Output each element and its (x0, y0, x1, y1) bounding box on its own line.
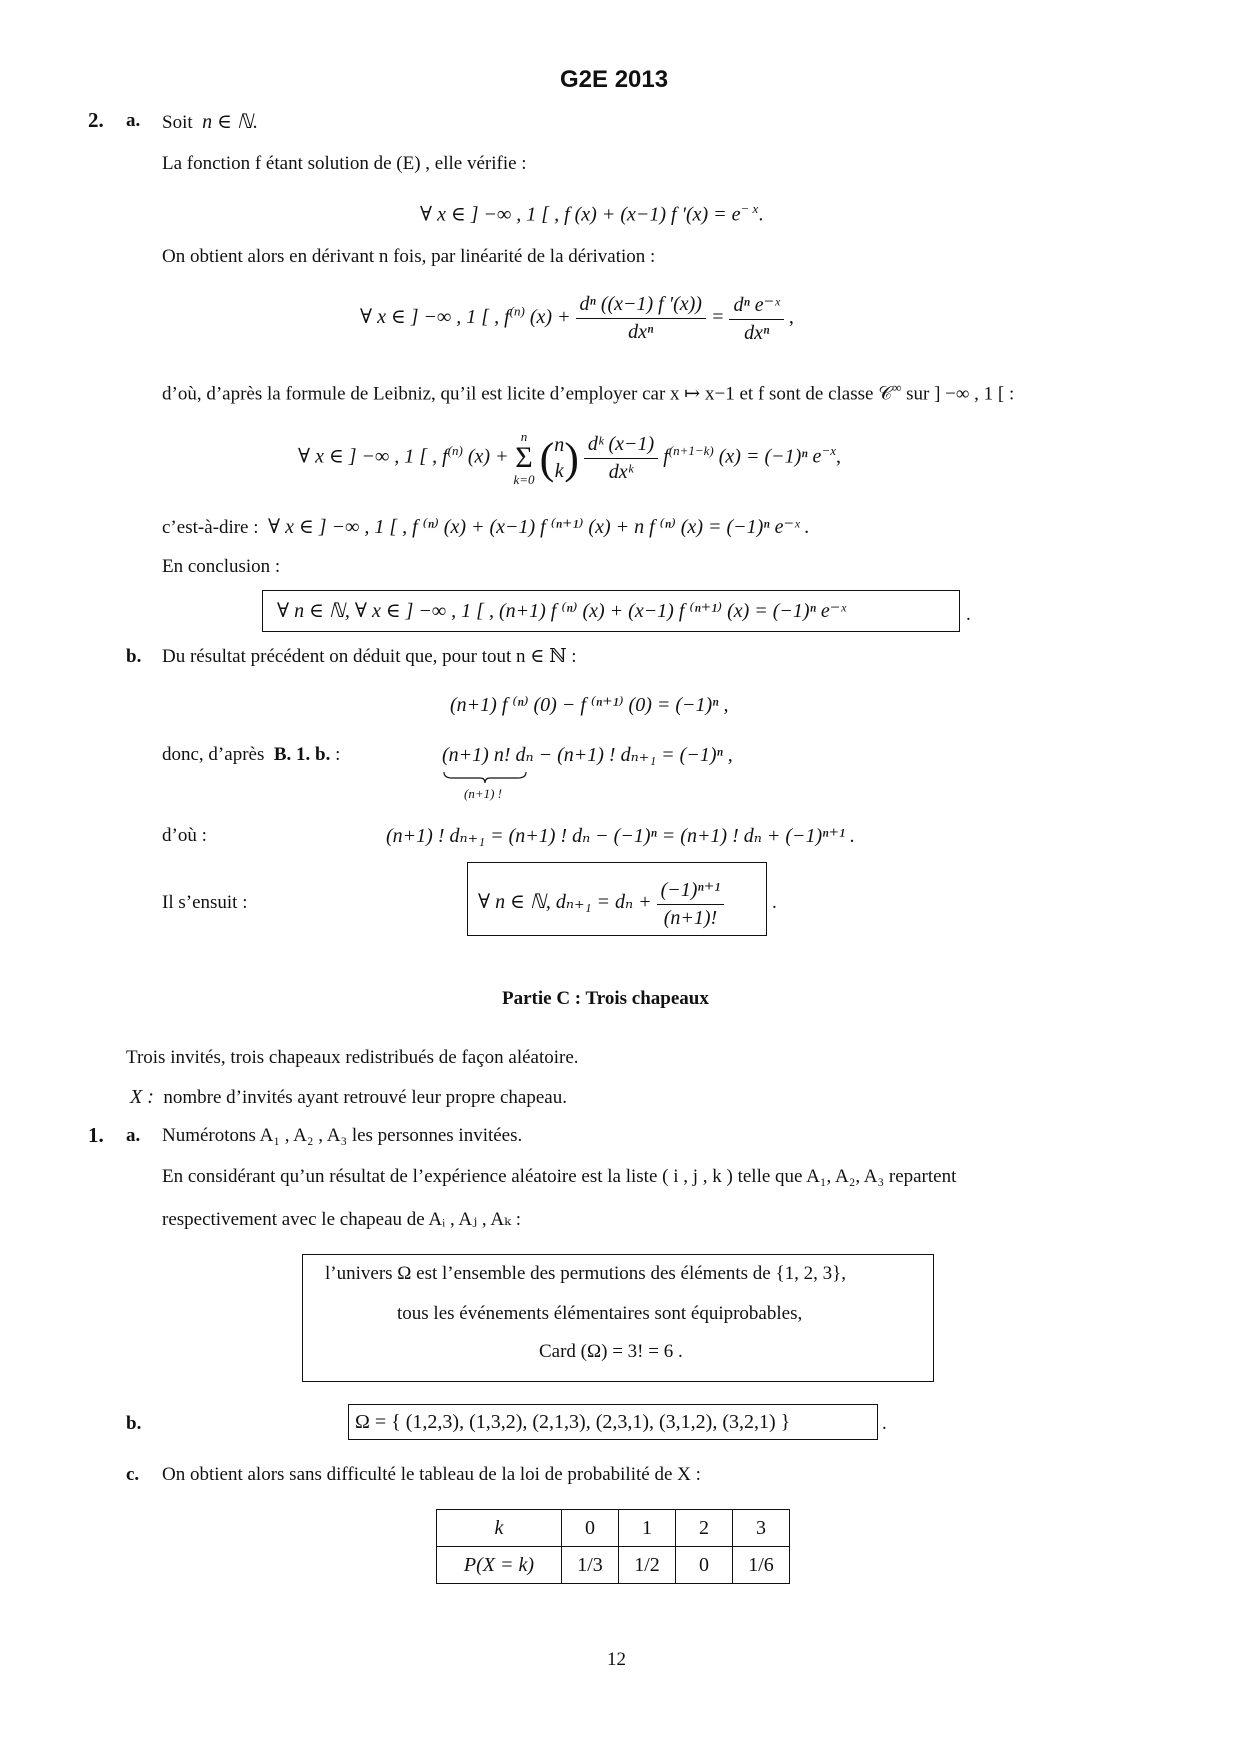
question-number: 2. (88, 108, 104, 132)
page-title: G2E 2013 (560, 66, 669, 93)
question-number: 1. (88, 1123, 104, 1147)
boxed-result: ∀ n ∈ ℕ, dₙ₊₁ = dₙ + $\frac{\text{(−1)ⁿ⁺¹}}{(n+1)!}$ (467, 862, 767, 936)
text-soit: Soit n ∈ ℕ. (162, 111, 258, 133)
sub-label-b: b. (126, 646, 142, 667)
text-line: Trois invités, trois chapeaux redistribués de façon aléatoire. (126, 1047, 579, 1068)
text-line: Numérotons A₁ , A₂ , A₃ les personnes invitées. (162, 1125, 523, 1146)
equation: (n+1) n! (n+1) ! dₙ − (n+1) ! dₙ₊₁ = (−1)ⁿ , (442, 744, 733, 801)
equation: (n+1) ! dₙ₊₁ = (n+1) ! dₙ − (−1)ⁿ = (n+1) ! dₙ + (−1)ⁿ⁺¹ . (386, 825, 856, 847)
text-line: En conclusion : (162, 556, 281, 577)
table-row: P(X = k) 1/3 1/2 0 1/6 (437, 1547, 790, 1584)
text-line: On obtient alors en dérivant n fois, par linéarité de la dérivation : (162, 246, 656, 267)
sub-label-b: b. (126, 1413, 142, 1434)
equation: ∀ x ∈ ] −∞ , 1 [ , $f^{(n)}$ (x) + $\frac{\text{dⁿ ((x−1) f ′(x))}}{\text{dxⁿ}}$ = $\frac{\text{dⁿ e⁻ˣ}}{\text{dxⁿ}}$ , (360, 293, 794, 344)
equation: ∀ x ∈ ] −∞ , 1 [ , $f^{(n)}$ (x) + n Σ k=0 ( n k ) $\frac{\text{dᵏ (x−1)}}{\text{dxᵏ}}$ $f^{(n+1-k)}$ (x) = (−1)ⁿ $e^{-x}$, (298, 429, 841, 487)
probability-table (436, 1509, 790, 1584)
text-line: donc, d’après B. 1. b. : (162, 744, 341, 765)
sub-label-c: c. (126, 1464, 140, 1485)
sub-label-a: a. (126, 1125, 141, 1146)
text-line: On obtient alors sans difficulté le tableau de la loi de probabilité de X : (162, 1464, 701, 1485)
text-line: d’où, d’après la formule de Leibniz, qu’il est licite d’employer car x ↦ x−1 et f sont de classe 𝒞∞ sur ] −∞ , 1 [ : (162, 380, 1015, 405)
sub-label-a: a. (126, 110, 141, 131)
equation: ∀ x ∈ ] −∞ , 1 [ , f (x) + (x−1) f $'(x) = e^{- x}$. (420, 201, 764, 226)
text-line: X : nombre d’invités ayant retrouvé leur propre chapeau. (130, 1086, 567, 1108)
document-page: G2E 2013 2. a. Soit n ∈ ℕ. La fonction f étant solution de (E) , elle vérifie : ∀ x ∈ ] −∞ , 1 [ , f (x) + (x−1) f $'(x) = e^{- x}$. On obtient alors en dérivant n fois, par linéarité de la dérivation : ∀ x ∈ ] −∞ , 1 [ , $f^{(n)}$ (x) + $\frac{\text{dⁿ ((x−1) f ′(x))}}{\text{dxⁿ}}$ = $\frac{\text{dⁿ e⁻ˣ}}{\text{dxⁿ}}$ , d’où, d’après la formule de Leibniz, qu’il est licite d’employer car x ↦ x−1 et f sont de classe 𝒞∞ sur ] −∞ , 1 [ : ∀ x ∈ ] −∞ , 1 [ , $f^{(n)}$ (x) + n Σ k=0 ( n k ) $\frac{\text{dᵏ (x−1)}}{\text{dxᵏ}}$ $f^{(n+1-k)}$ (x) = (−1)ⁿ $e^{-x}$, c’est-à-dire : ∀ x ∈ ] −∞ , 1 [ , f ⁽ⁿ⁾ (x) + (x−1) f ⁽ⁿ⁺¹⁾ (x) + n f ⁽ⁿ⁾ (x) = (−1)ⁿ e⁻ˣ . En conclusion : ∀ n ∈ ℕ, ∀ x ∈ ] −∞ , 1 [ , (n+1) f ⁽ⁿ⁾ (x) + (x−1) f ⁽ⁿ⁺¹⁾ (x) = (−1)ⁿ e⁻ˣ . b. Du résultat précédent on déduit que, pour tout n ∈ ℕ : (n+1) f ⁽ⁿ⁾ (0) − f ⁽ⁿ⁺¹⁾ (0) = (−1)ⁿ , donc, d’après B. 1. b. : (n+1) n! (n+1) ! dₙ − (n+1) ! dₙ₊₁ = (−1)ⁿ , d’où : (n+1) ! dₙ₊₁ = (n+1) ! dₙ − (−1)ⁿ = (n+1) ! dₙ + (−1)ⁿ⁺¹ . Il s’ensuit : ∀ n ∈ ℕ, dₙ₊₁ = dₙ + $\frac{\text{(−1)ⁿ⁺¹}}{(n+1)!}$ . Partie C : Trois chapeaux Trois invités, trois chapeaux redistribués de façon aléatoire. X : nombre d’invités ayant retrouvé leur propre chapeau. 1. a. Numérotons A₁ , A₂ , A₃ les personnes invitées. En considérant qu’un résultat de l’expérience aléatoire est la liste ( i , j , k ) telle que A₁, A₂, A₃ repartent respectivement avec le chapeau de Aᵢ , Aⱼ , Aₖ : l’univers Ω est l’ensemble des permutions des éléments de {1, 2, 3}, tous les événements élémentaires sont équiprobables, Card (Ω) = 3! = 6 . b. Ω = { (1,2,3), (1,3,2), (2,1,3), (2,3,1), (3,1,2), (3,2,1) } . c. On obtient alors sans difficulté le tableau de la loi de probabilité de X : k 0 1 2 3 P(X = k) 1/3 1/2 0 1/6 12 (88, 66, 1015, 1670)
text-line: respectivement avec le chapeau de Aᵢ , Aⱼ , Aₖ : (162, 1209, 522, 1230)
boxed-result: l’univers Ω est l’ensemble des permutions des éléments de {1, 2, 3}, tous les événements élémentaires sont équiprobables, Card (Ω) = 3! = 6 . (302, 1254, 934, 1382)
equation: (n+1) f ⁽ⁿ⁾ (0) − f ⁽ⁿ⁺¹⁾ (0) = (−1)ⁿ , (450, 694, 729, 716)
section-title: Partie C : Trois chapeaux (502, 988, 709, 1009)
text-line: Il s’ensuit : (162, 892, 248, 913)
boxed-result: ∀ n ∈ ℕ, ∀ x ∈ ] −∞ , 1 [ , (n+1) f ⁽ⁿ⁾ (x) + (x−1) f ⁽ⁿ⁺¹⁾ (x) = (−1)ⁿ e⁻ˣ (262, 590, 960, 632)
table-row: k 0 1 2 3 (437, 1510, 790, 1547)
text-line: En considérant qu’un résultat de l’expérience aléatoire est la liste ( i , j , k ) telle que A₁, A₂, A₃ repartent (162, 1166, 957, 1187)
text-line: Du résultat précédent on déduit que, pour tout n ∈ ℕ : (162, 646, 577, 667)
text-line: La fonction f étant solution de (E) , elle vérifie : (162, 153, 527, 174)
text-line: d’où : (162, 825, 207, 846)
page-number: 12 (607, 1649, 626, 1670)
text-line: c’est-à-dire : ∀ x ∈ ] −∞ , 1 [ , f ⁽ⁿ⁾ (x) + (x−1) f ⁽ⁿ⁺¹⁾ (x) + n f ⁽ⁿ⁾ (x) = (−1)ⁿ e⁻ˣ . (162, 516, 810, 538)
boxed-result: Ω = { (1,2,3), (1,3,2), (2,1,3), (2,3,1), (3,1,2), (3,2,1) } (348, 1404, 878, 1440)
underbrace (442, 770, 528, 784)
